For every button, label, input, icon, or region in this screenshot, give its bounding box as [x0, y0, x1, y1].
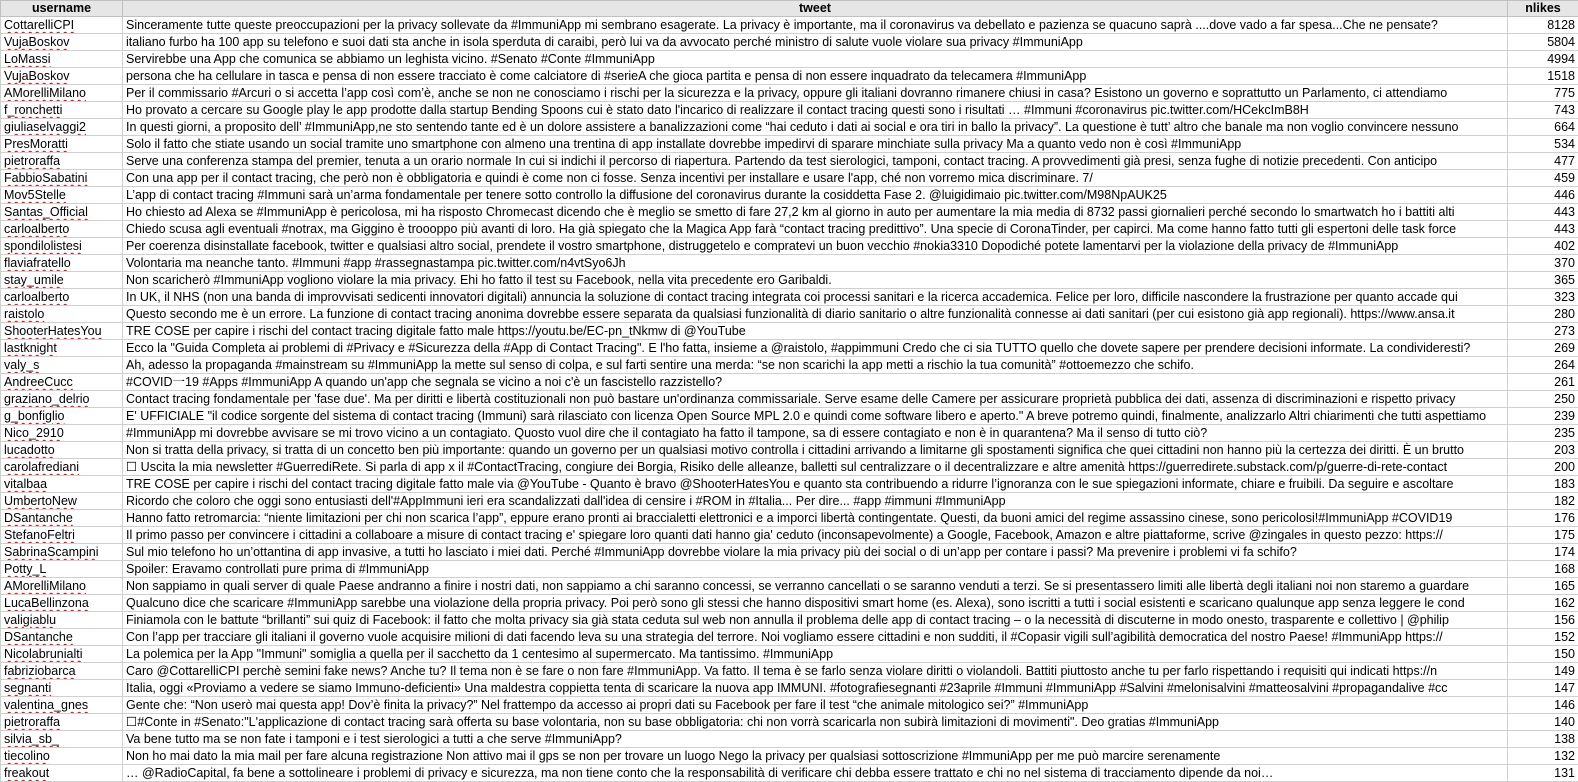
tweet-cell[interactable]: Qualcuno dice che scaricare #ImmuniApp sarebbe una violazione della propria privacy. Poi però sono gli stessi che hanno dispositivi smart home (es. Alexa), sono iscritti a tutti i social esistenti e scaricano qualunque app senza leggere le cond — [123, 595, 1508, 612]
nlikes-cell[interactable]: 443 — [1508, 204, 1578, 221]
table-row[interactable] — [1, 289, 1578, 306]
tweet-cell[interactable]: Spoiler: Eravamo controllati pure prima di #ImmuniApp — [123, 561, 1508, 578]
username-cell[interactable]: Nicolabrunialti — [1, 646, 123, 663]
table-row[interactable] — [1, 17, 1578, 34]
username-cell[interactable]: valigiablu — [1, 612, 123, 629]
table-row[interactable] — [1, 578, 1578, 595]
username-cell[interactable]: freakout — [1, 765, 123, 782]
table-row[interactable] — [1, 272, 1578, 289]
nlikes-cell[interactable]: 165 — [1508, 578, 1578, 595]
tweet-cell[interactable]: Con una app per il contact tracing, che però non è obbligatoria e quindi è come non ci fosse. Senza incentivi per installare e usare l'app, ché non vorremo mica discriminare. 7/ — [123, 170, 1508, 187]
nlikes-cell[interactable]: 182 — [1508, 493, 1578, 510]
table-row[interactable] — [1, 476, 1578, 493]
column-header-username[interactable]: username — [1, 1, 123, 17]
tweet-cell[interactable]: #COVID一19 #Apps #ImmuniApp A quando un'app che segnala se vicino a noi c'è un fascistello razzistello? — [123, 374, 1508, 391]
tweet-cell[interactable]: Caro @CottarelliCPI perchè semini fake news? Anche tu? Il tema non è se fare o non fare #ImmuniApp. Va fatto. Il tema è se farlo senza violare diritti o violandoli. Battiti piuttosto anche tu per farlo rispettando i requisiti qui indicati https://n — [123, 663, 1508, 680]
table-row[interactable] — [1, 68, 1578, 85]
username-cell[interactable]: ShooterHatesYou — [1, 323, 123, 340]
tweet-cell[interactable]: TRE COSE per capire i rischi del contact tracing digitale fatto male https://youtu.be/EC-pn_tNkmw di @YouTube — [123, 323, 1508, 340]
username-cell[interactable]: spondilolistesi — [1, 238, 123, 255]
username-cell[interactable]: segnanti — [1, 680, 123, 697]
username-cell[interactable]: valy_s — [1, 357, 123, 374]
username-cell[interactable]: raistolo — [1, 306, 123, 323]
username-cell[interactable]: Santas_Official — [1, 204, 123, 221]
nlikes-cell[interactable]: 200 — [1508, 459, 1578, 476]
nlikes-cell[interactable]: 273 — [1508, 323, 1578, 340]
table-row[interactable] — [1, 374, 1578, 391]
table-row[interactable] — [1, 170, 1578, 187]
tweet-cell[interactable]: Ecco la "Guida Completa ai problemi di #Privacy e #Sicurezza della #App di Contact Tracing". E l'ho fatta, insieme a @raistolo, #appimmuni Credo che ci sia TUTTO quello che dovete sapere per prendere decisioni informate. La condivideresti? — [123, 340, 1508, 357]
username-cell[interactable]: carloalberto — [1, 289, 123, 306]
tweet-cell[interactable]: In questi giorni, a proposito dell’ #ImmuniApp,ne sto sentendo tante ed è un dolore assistere a banalizzazioni come “hai ceduto i dati ai social e ora tiri in ballo la privacy”. La questione è tutt’ altro che banale ma non voglio convincere nessuno — [123, 119, 1508, 136]
tweet-cell[interactable]: Contact tracing fondamentale per 'fase due'. Ma per diritti e libertà costituzionali non può bastare un'ordinanza commissariale. Serve esame delle Camere per assicurare proprietà pubblica dei dati, assenza di discriminazioni e rispetto privacy — [123, 391, 1508, 408]
username-cell[interactable]: lucadotto — [1, 442, 123, 459]
tweet-cell[interactable]: Gente che: “Non userò mai questa app! Dov’è finita la privacy?” Nel frattempo da accesso ai propri dati su Facebook per fare il test “che animale mitologico sei?” #ImmuniApp — [123, 697, 1508, 714]
username-cell[interactable]: vitalbaa — [1, 476, 123, 493]
username-cell[interactable]: carloalberto — [1, 221, 123, 238]
table-row[interactable] — [1, 323, 1578, 340]
username-cell[interactable]: DSantanche — [1, 629, 123, 646]
table-row[interactable] — [1, 714, 1578, 731]
username-cell[interactable]: PresMoratti — [1, 136, 123, 153]
table-row[interactable] — [1, 442, 1578, 459]
tweet-cell[interactable]: … @RadioCapital, fa bene a sottolineare i problemi di privacy e sicurezza, ma non tiene conto che la responsabilità di verificare chi debba essere trattato e chi no nel sistema di tracciamento dipende da noi… — [123, 765, 1508, 782]
nlikes-cell[interactable]: 261 — [1508, 374, 1578, 391]
table-row[interactable] — [1, 510, 1578, 527]
table-row[interactable] — [1, 697, 1578, 714]
username-cell[interactable]: LoMassi — [1, 51, 123, 68]
nlikes-cell[interactable]: 149 — [1508, 663, 1578, 680]
nlikes-cell[interactable]: 131 — [1508, 765, 1578, 782]
tweet-cell[interactable]: Per il commissario #Arcuri o si accetta l’app così com’è, anche se non ne conosciamo i rischi per la sicurezza e la privacy, oppure gli italiani dovranno rimanere chiusi in casa? Esistono un governo e soprattutto un Parlamento, ci attendiamo — [123, 85, 1508, 102]
tweet-cell[interactable]: ☐#Conte in #Senato:"L'applicazione di contact tracing sarà offerta su base volontaria, non su base obbligatoria: chi non vorrà scaricarla non subirà limitazioni di movimenti". Deo gratias #ImmuniApp — [123, 714, 1508, 731]
nlikes-cell[interactable]: 150 — [1508, 646, 1578, 663]
nlikes-cell[interactable]: 152 — [1508, 629, 1578, 646]
tweet-cell[interactable]: italiano furbo ha 100 app su telefono e suoi dati sta anche in isola sperduta di caraibi, però lui va da avvocato perché ministro di salute vuole violare sua privacy #ImmuniApp — [123, 34, 1508, 51]
table-row[interactable] — [1, 646, 1578, 663]
tweet-cell[interactable]: Italia, oggi «Proviamo a vedere se siamo Immuno-deficienti» Una maldestra coppietta tenta di scaricare la nuova app IMMUNI. #fotografiesegnanti #23aprile #Immuni #ImmuniApp #Salvini #melonisalvini #matteosalvini #propagandalive #cc — [123, 680, 1508, 697]
username-cell[interactable]: VujaBoskov — [1, 34, 123, 51]
username-cell[interactable]: SabrinaScampini — [1, 544, 123, 561]
username-cell[interactable]: lastknight — [1, 340, 123, 357]
tweet-cell[interactable]: Ho chiesto ad Alexa se #ImmuniApp è pericolosa, mi ha risposto Chromecast dicendo che è meglio se smetto di fare 27,2 km al giorno in auto per aumentare la mia media di 8732 passi giornalieri perché secondo lo smartwatch ho i battiti alti — [123, 204, 1508, 221]
table-row[interactable] — [1, 102, 1578, 119]
tweet-cell[interactable]: Finiamola con le battute “brillanti” sui quiz di Facebook: il fatto che molta privacy sia già stata ceduta sul web non annulla il problema delle app di contact tracing – o la necessità di discuterne in modo onesto, trasparente e collettivo | @philip — [123, 612, 1508, 629]
tweet-cell[interactable]: Non si tratta della privacy, si tratta di un concetto ben più importante: quando un governo per un qualsiasi motivo controlla i cittadini arrivando a limitarne gli spostamenti significa che quei cittadini non hanno più la certezza dei diritti. È un brutto — [123, 442, 1508, 459]
table-row[interactable] — [1, 612, 1578, 629]
tweet-cell[interactable]: E' UFFICIALE "il codice sorgente del sistema di contact tracing (Immuni) sarà rilasciato con licenza Open Source MPL 2.0 e quindi come software libero e aperto." A breve potremo quindi, finalmente, analizzarlo Altri chiarimenti che tutti aspettiamo — [123, 408, 1508, 425]
nlikes-cell[interactable]: 140 — [1508, 714, 1578, 731]
nlikes-cell[interactable]: 239 — [1508, 408, 1578, 425]
nlikes-cell[interactable]: 534 — [1508, 136, 1578, 153]
nlikes-cell[interactable]: 174 — [1508, 544, 1578, 561]
username-cell[interactable]: Potty_L — [1, 561, 123, 578]
tweet-cell[interactable]: Servirebbe una App che comunica se abbiamo un leghista vicino. #Senato #Conte #ImmuniApp — [123, 51, 1508, 68]
table-row[interactable] — [1, 34, 1578, 51]
column-header-tweet[interactable]: tweet — [123, 1, 1508, 17]
nlikes-cell[interactable]: 5804 — [1508, 34, 1578, 51]
tweet-cell[interactable]: Per coerenza disinstallate facebook, twitter e qualsiasi altro social, prendete il vostro smartphone, distruggetelo e compratevi un buon vecchio #nokia3310 Dopodiché potete lamentarvi per la violazione della privacy de #ImmuniApp — [123, 238, 1508, 255]
username-cell[interactable]: carolafrediani — [1, 459, 123, 476]
tweet-cell[interactable]: Sinceramente tutte queste preoccupazioni per la privacy sollevate da #ImmuniApp mi sembrano esagerate. La privacy è importante, ma il coronavirus va debellato e pazienza se quacuno saprà ....dove vado a far spesa...Che ne pensate? — [123, 17, 1508, 34]
tweet-cell[interactable]: Con l’app per tracciare gli italiani il governo vuole acquisire milioni di dati facendo leva su una strategia del terrore. Noi vogliamo essere cittadini e non sudditi, il #Copasir vigili sull’agibilità democratica del nostro Paese! #ImmuniApp https:// — [123, 629, 1508, 646]
nlikes-cell[interactable]: 370 — [1508, 255, 1578, 272]
table-row[interactable] — [1, 153, 1578, 170]
nlikes-cell[interactable]: 132 — [1508, 748, 1578, 765]
nlikes-cell[interactable]: 1518 — [1508, 68, 1578, 85]
username-cell[interactable]: Nico_2910 — [1, 425, 123, 442]
table-row[interactable] — [1, 119, 1578, 136]
table-row[interactable] — [1, 136, 1578, 153]
tweet-cell[interactable]: Solo il fatto che stiate usando un social tramite uno smartphone con almeno una trentina di app installate dovrebbe impedirvi di sparare minchiate sulla privacy Ma a quanto vedo non è così #ImmuniApp — [123, 136, 1508, 153]
nlikes-cell[interactable]: 235 — [1508, 425, 1578, 442]
table-row[interactable] — [1, 663, 1578, 680]
tweet-cell[interactable]: Questo secondo me è un errore. La funzione di contact tracing anonima dovrebbe essere separata da qualsiasi funzionalità di diario sanitario o altre funzionalità connesse ai dati sanitari (per cui esistono già app regionali). https://www.ansa.it — [123, 306, 1508, 323]
nlikes-cell[interactable]: 775 — [1508, 85, 1578, 102]
username-cell[interactable]: FabbioSabatini — [1, 170, 123, 187]
username-cell[interactable]: stay_umile — [1, 272, 123, 289]
header-row — [1, 1, 1578, 17]
nlikes-cell[interactable]: 162 — [1508, 595, 1578, 612]
tweet-cell[interactable]: Va bene tutto ma se non fate i tamponi e i test sierologici a tutti a che serve #ImmuniApp? — [123, 731, 1508, 748]
username-cell[interactable]: pietroraffa — [1, 153, 123, 170]
table-row[interactable] — [1, 595, 1578, 612]
tweet-cell[interactable]: L’app di contact tracing #Immuni sarà un’arma fondamentale per tenere sotto controllo la diffusione del coronavirus durante la cosiddetta Fase 2. @luigidimaio pic.twitter.com/M98NpAUK25 — [123, 187, 1508, 204]
nlikes-cell[interactable]: 446 — [1508, 187, 1578, 204]
username-cell[interactable]: valentina_gnes — [1, 697, 123, 714]
username-cell[interactable]: graziano_delrio — [1, 391, 123, 408]
username-cell[interactable]: fabriziobarca — [1, 663, 123, 680]
username-cell[interactable]: LucaBellinzona — [1, 595, 123, 612]
nlikes-cell[interactable]: 147 — [1508, 680, 1578, 697]
username-cell[interactable]: f_ronchetti — [1, 102, 123, 119]
nlikes-cell[interactable]: 365 — [1508, 272, 1578, 289]
nlikes-cell[interactable]: 269 — [1508, 340, 1578, 357]
table-row[interactable] — [1, 306, 1578, 323]
tweet-cell[interactable]: Ricordo che coloro che oggi sono entusiasti dell'#AppImmuni ieri era scandalizzati dall'idea di censire i #ROM in #Italia... Per dire... #app #immuni #ImmuniApp — [123, 493, 1508, 510]
nlikes-cell[interactable]: 743 — [1508, 102, 1578, 119]
table-row[interactable] — [1, 255, 1578, 272]
tweet-cell[interactable]: TRE COSE per capire i rischi del contact tracing digitale fatto male via @YouTube - Quanto è bravo @ShooterHatesYou e quanto sta contribuendo a ridurre l’ignoranza con le sue spiegazioni informate, chiare e fruibili. Da seguire e ascoltare — [123, 476, 1508, 493]
table-row[interactable] — [1, 391, 1578, 408]
table-row[interactable] — [1, 408, 1578, 425]
table-row[interactable] — [1, 561, 1578, 578]
username-cell[interactable]: AMorelliMilano — [1, 578, 123, 595]
nlikes-cell[interactable]: 176 — [1508, 510, 1578, 527]
username-cell[interactable]: flaviafratello — [1, 255, 123, 272]
tweet-cell[interactable]: ☐ Uscita la mia newsletter #GuerrediRete. Si parla di app x il #ContactTracing, congiure dei Borgia, Risiko delle alleanze, balletti sul centralizzare o il decentralizzare e altre amenità https://guerredirete.substack.com/p/guerre-di-rete-contact — [123, 459, 1508, 476]
nlikes-cell[interactable]: 443 — [1508, 221, 1578, 238]
username-cell[interactable]: g_bonfiglio — [1, 408, 123, 425]
table-row[interactable] — [1, 459, 1578, 476]
table-row[interactable] — [1, 680, 1578, 697]
table-row[interactable] — [1, 748, 1578, 765]
tweet-cell[interactable]: Non scaricherò #ImmuniApp vogliono violare la mia privacy. Ehi ho fatto il test su Facebook, nella vita precedente ero Garibaldi. — [123, 272, 1508, 289]
column-header-nlikes[interactable]: nlikes — [1508, 1, 1578, 17]
tweet-cell[interactable]: Ho provato a cercare su Google play le app prodotte dalla startup Bending Spoons cui è stato dato l'incarico di realizzare il contact tracing questi sono i risultati … #Immuni #coronavirus pic.twitter.com/HCekcImB8H — [123, 102, 1508, 119]
username-cell[interactable]: UmbertoNew — [1, 493, 123, 510]
username-cell[interactable]: DSantanche — [1, 510, 123, 527]
username-cell[interactable]: VujaBoskov — [1, 68, 123, 85]
tweet-cell[interactable]: Serve una conferenza stampa del premier, tenuta a un orario normale In cui si indichi il percorso di riapertura. Partendo da test sierologici, tamponi, contact tracing. A provvedimenti già presi, senza fughe di notizie precedenti. Con anticipo — [123, 153, 1508, 170]
tweet-cell[interactable]: Volontaria ma neanche tanto. #Immuni #app #rassegnastampa pic.twitter.com/n4vtSyo6Jh — [123, 255, 1508, 272]
tweet-cell[interactable]: Sul mio telefono ho un’ottantina di app invasive, a tutti ho lasciato i miei dati. Perché #ImmuniApp dovrebbe violare la mia privacy più dei social o di un’app per contare i passi? Ma prevenire i problemi vi fa schifo? — [123, 544, 1508, 561]
nlikes-cell[interactable]: 4994 — [1508, 51, 1578, 68]
nlikes-cell[interactable]: 168 — [1508, 561, 1578, 578]
username-cell[interactable]: CottarelliCPI — [1, 17, 123, 34]
nlikes-cell[interactable]: 203 — [1508, 442, 1578, 459]
table-row[interactable] — [1, 221, 1578, 238]
nlikes-cell[interactable]: 183 — [1508, 476, 1578, 493]
table-row[interactable] — [1, 51, 1578, 68]
username-cell[interactable]: pietroraffa — [1, 714, 123, 731]
table-row[interactable] — [1, 85, 1578, 102]
nlikes-cell[interactable]: 156 — [1508, 612, 1578, 629]
tweet-cell[interactable]: Il primo passo per convincere i cittadini a collaboare a misure di contact tracing e' spiegare loro quanti dati hanno gia' ceduto (inconsapevolmente) a Google, Facebook, Amazon e altre piattaforme, scrive @zingales in questo pezzo: https:// — [123, 527, 1508, 544]
nlikes-cell[interactable]: 138 — [1508, 731, 1578, 748]
table-row[interactable] — [1, 187, 1578, 204]
username-cell[interactable]: giuliaselvaggi2 — [1, 119, 123, 136]
nlikes-cell[interactable]: 402 — [1508, 238, 1578, 255]
table-row[interactable] — [1, 544, 1578, 561]
username-cell[interactable]: AMorelliMilano — [1, 85, 123, 102]
nlikes-cell[interactable]: 250 — [1508, 391, 1578, 408]
table-row[interactable] — [1, 357, 1578, 374]
tweet-cell[interactable]: La polemica per la App "Immuni" somiglia a quella per il sacchetto da 1 centesimo al supermercato. Ma tantissimo. #ImmuniApp — [123, 646, 1508, 663]
tweet-cell[interactable]: In UK, il NHS (non una banda di improvvisati sedicenti innovatori digitali) annuncia la soluzione di contact tracing integrata coi processi sanitari e la ricerca accademica. Felice per loro, difficile nascondere la frustrazione per quanto accade qui — [123, 289, 1508, 306]
table-row[interactable] — [1, 527, 1578, 544]
tweet-cell[interactable]: Hanno fatto retromarcia: “niente limitazioni per chi non scarica l’app”, eppure erano pronti ai braccialetti elettronici e a imporci libertà contingentate. Questi, da buoni amici del regime assassino cinese, sono pericolosi!#ImmuniApp #COVID19 — [123, 510, 1508, 527]
nlikes-cell[interactable]: 323 — [1508, 289, 1578, 306]
table-row[interactable] — [1, 765, 1578, 782]
username-cell[interactable]: AndreeCucc — [1, 374, 123, 391]
username-cell[interactable]: silvia_sb_ — [1, 731, 123, 748]
nlikes-cell[interactable]: 8128 — [1508, 17, 1578, 34]
table-row[interactable] — [1, 731, 1578, 748]
tweet-cell[interactable]: Chiedo scusa agli eventuali #notrax, ma Giggino è troooppo più avanti di loro. Ha già spiegato che la Magica App farà “contact tracing predittivo”. Una specie di CoronaTinder, per capirci. Ma come hanno fatto tutti gli espertoni delle task force — [123, 221, 1508, 238]
table-row[interactable] — [1, 204, 1578, 221]
tweet-cell[interactable]: #ImmuniApp mi dovrebbe avvisare se mi trovo vicino a un contagiato. Quosto vuol dire che il contagiato ha fatto il tampone, sa di essere contagiato e non è in quarantena? Ma il senso di tutto ciò? — [123, 425, 1508, 442]
nlikes-cell[interactable]: 146 — [1508, 697, 1578, 714]
nlikes-cell[interactable]: 264 — [1508, 357, 1578, 374]
table-row[interactable] — [1, 238, 1578, 255]
table-row[interactable] — [1, 340, 1578, 357]
tweet-cell[interactable]: Non sappiamo in quali server di quale Paese andranno a finire i nostri dati, non sappiamo a chi saranno concessi, se verranno cancellati o se saranno venduti a terzi. Se si presentassero limiti alle libertà degli italiani noi non staremo a guardare — [123, 578, 1508, 595]
nlikes-cell[interactable]: 664 — [1508, 119, 1578, 136]
username-cell[interactable]: tiecolino — [1, 748, 123, 765]
table-row[interactable] — [1, 629, 1578, 646]
username-cell[interactable]: Mov5Stelle — [1, 187, 123, 204]
tweet-cell[interactable]: Non ho mai dato la mia mail per fare alcuna registrazione Non attivo mai il gps se non per trovare un luogo Nego la privacy per qualsiasi sottoscrizione #ImmuniApp per me può marcire serenamente — [123, 748, 1508, 765]
tweet-cell[interactable]: persona che ha cellulare in tasca e pensa di non essere tracciato è come calciatore di #serieA che gioca partita e pensa di non essere inquadrato da telecamera #ImmuniApp — [123, 68, 1508, 85]
tweet-cell[interactable]: Ah, adesso la propaganda #mainstream su #ImmuniApp la mette sul senso di colpa, e sul farti sentire una merda: “se non scarichi la app metti a rischio la tua comunità” #ottoemezzo che schifo. — [123, 357, 1508, 374]
username-cell[interactable]: StefanoFeltri — [1, 527, 123, 544]
table-row[interactable] — [1, 493, 1578, 510]
table-row[interactable] — [1, 425, 1578, 442]
nlikes-cell[interactable]: 280 — [1508, 306, 1578, 323]
nlikes-cell[interactable]: 459 — [1508, 170, 1578, 187]
nlikes-cell[interactable]: 175 — [1508, 527, 1578, 544]
nlikes-cell[interactable]: 477 — [1508, 153, 1578, 170]
